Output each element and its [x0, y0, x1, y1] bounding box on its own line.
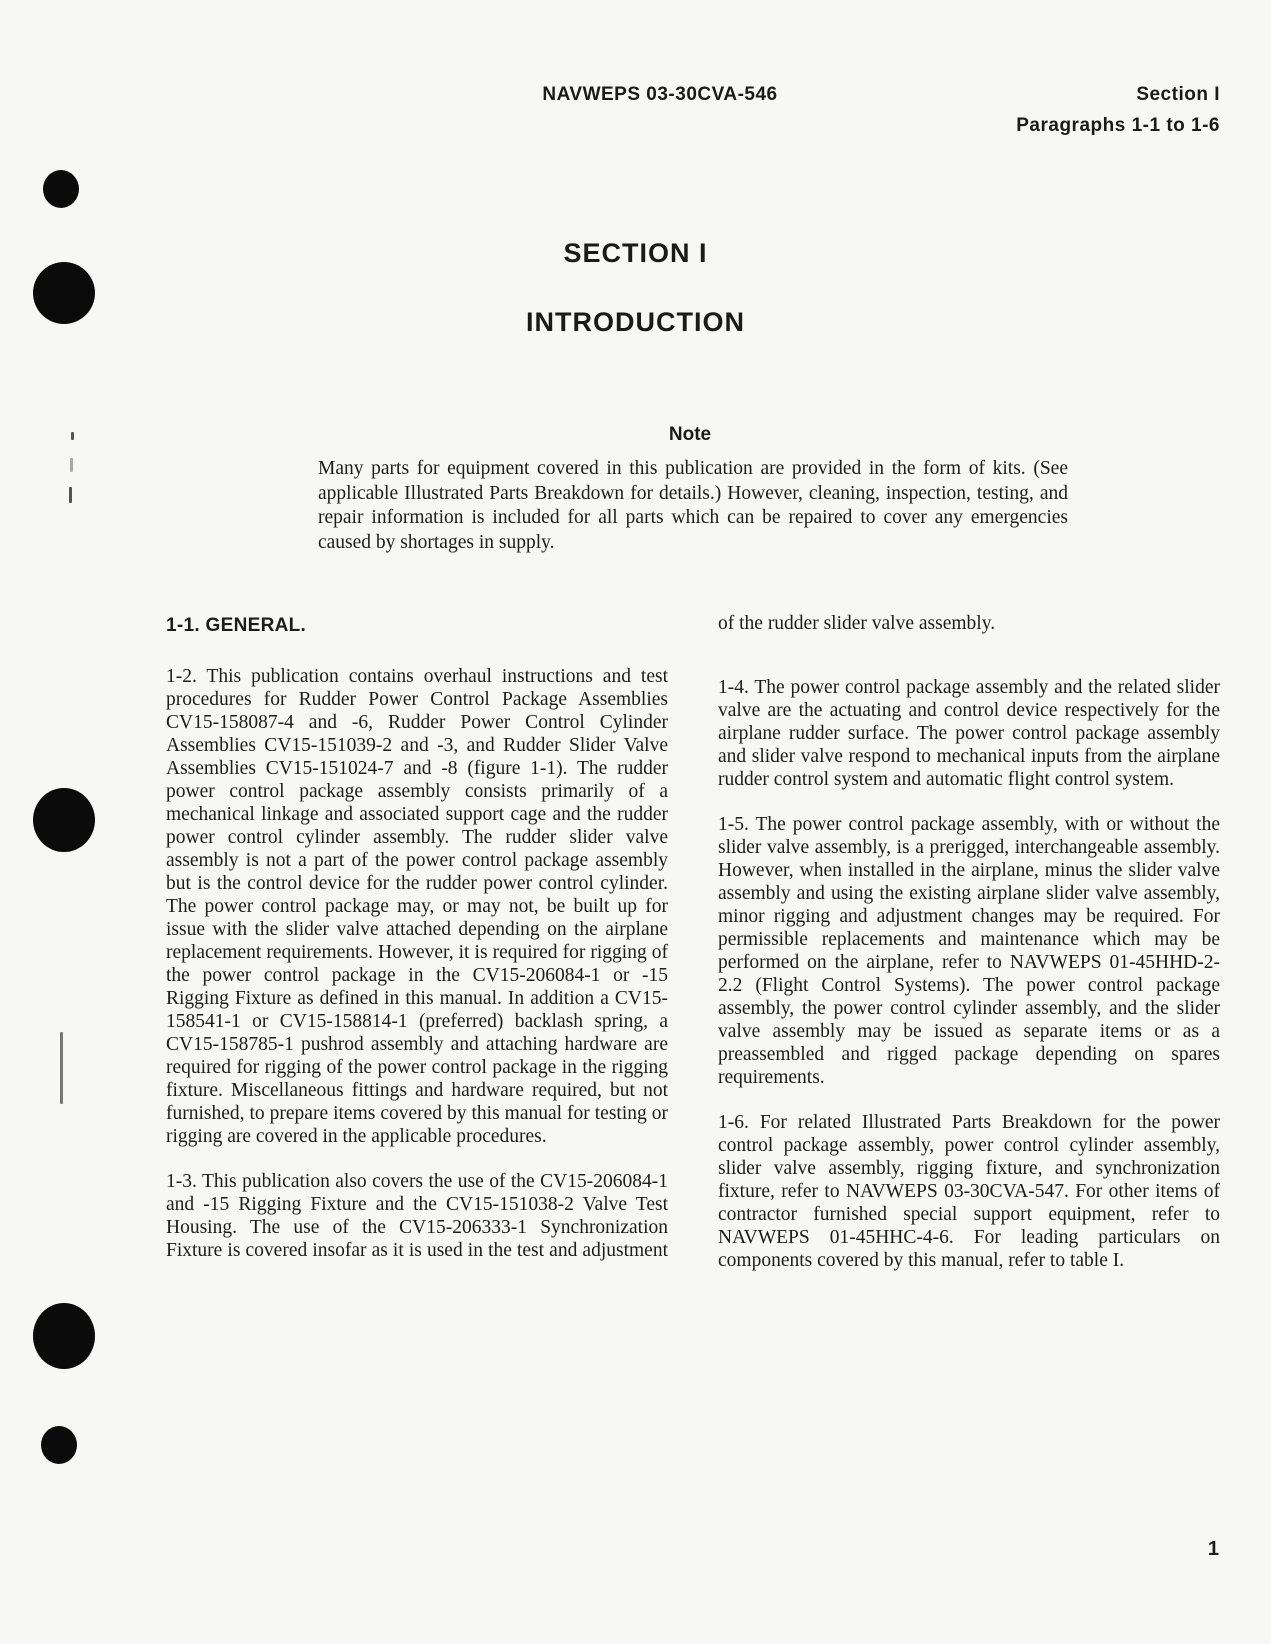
punch-hole — [41, 1426, 77, 1464]
paragraph-1-3-continued — [718, 612, 1220, 658]
section-title: SECTION I — [563, 238, 708, 268]
scan-mark — [70, 458, 73, 472]
paragraph-1-3-tail: of the rudder slider valve assembly. — [718, 613, 996, 634]
paragraph-1-5: 1-5. The power control package assembly, with or without the slider valve assembly, is a prerigged, interchangeable assembly. However, when installed in the airplane, minus the slider valve assembly and using the existing airplane slider valve assembly, minor rigging and adjustment changes may be required. For permissible replacements and maintenance which may be performed on the airplane, refer to NAVWEPS 01-45HHD-2-2.2 (Flight Control Systems). The power control package assembly, the power control cylinder assembly, and the slider valve assembly may be issued as separate items or as a preassembled and rigged package depending on spares requirements. — [718, 814, 1220, 1088]
paragraph-1-4: 1-4. The power control package assembly and the related slider valve are the actuating and control device respectively for the airplane rudder surface. The power control package assembly and slider valve respond to mechanical inputs from the airplane rudder control system and automatic flight control system. — [718, 677, 1220, 790]
paragraph-heading: 1-1. GENERAL. — [166, 615, 307, 636]
section-label: Section I — [1136, 84, 1220, 105]
page-number: 1 — [1207, 1538, 1219, 1560]
punch-hole — [33, 1303, 95, 1369]
right-column — [718, 612, 1220, 1294]
note-heading: Note — [668, 424, 712, 445]
document-number: NAVWEPS 03-30CVA-546 — [542, 84, 778, 105]
paragraph-1-6: 1-6. For related Illustrated Parts Breakdown for the power control package assembly, power control cylinder assembly, slider valve assembly, rigging fixture, and synchronization fixture, refer to NAVWEPS 03-30CVA-547. For other items of contractor furnished special support equipment, refer to NAVWEPS 01-45HHC-4-6. For leading particulars on components covered by this manual, refer to table I. — [718, 1112, 1220, 1271]
page-title: INTRODUCTION — [526, 307, 745, 337]
paragraph-1-3: 1-3. This publication also covers the use of the CV15-206084-1 and -15 Rigging Fixture and the CV15-151038-2 Valve Test Housing. The use of the CV15-206333-1 Synchronization Fixture is covered insofar as it is used in the test and adjustment — [166, 1171, 668, 1261]
paragraphs-range: Paragraphs 1-1 to 1-6 — [1016, 115, 1220, 136]
scan-mark — [69, 487, 72, 503]
left-column — [166, 614, 668, 1284]
punch-hole — [43, 170, 79, 208]
note-text: Many parts for equipment covered in this publication are provided in the form of kits. (See applicable Illustrated Parts Breakdown for details.) However, cleaning, inspection, testing, and repair information is included for all parts which can be repaired to cover any emergencies caused by shortages in supply. — [318, 458, 1068, 553]
paragraph-1-2: 1-2. This publication contains overhaul instructions and test procedures for Rudder Power Control Package Assemblies CV15-158087-4 and -6, Rudder Power Control Cylinder Assemblies CV15-151039-2 and -3, and Rudder Slider Valve Assemblies CV15-151024-7 and -8 (figure 1-1). The rudder power control package assembly consists primarily of a mechanical linkage and associated support cage and the rudder power control cylinder assembly. The rudder slider valve assembly is not a part of the power control package assembly but is the control device for the rudder power control cylinder. The power control package may, or may not, be built up for issue with the slider valve attached depending on the airplane replacement requirements. However, it is required for rigging of the power control package in the CV15-206084-1 or -15 Rigging Fixture as defined in this manual. In addition a CV15-158541-1 or CV15-158814-1 (preferred) backlash spring, a CV15-158785-1 pushrod assembly and attaching hardware are required for rigging of the power control package in the rigging fixture. Miscellaneous fittings and hardware required, but not furnished, to prepare items covered by this manual for testing or rigging are covered in the applicable procedures. — [166, 666, 668, 1147]
punch-hole — [33, 788, 95, 852]
scan-mark — [60, 1032, 63, 1104]
